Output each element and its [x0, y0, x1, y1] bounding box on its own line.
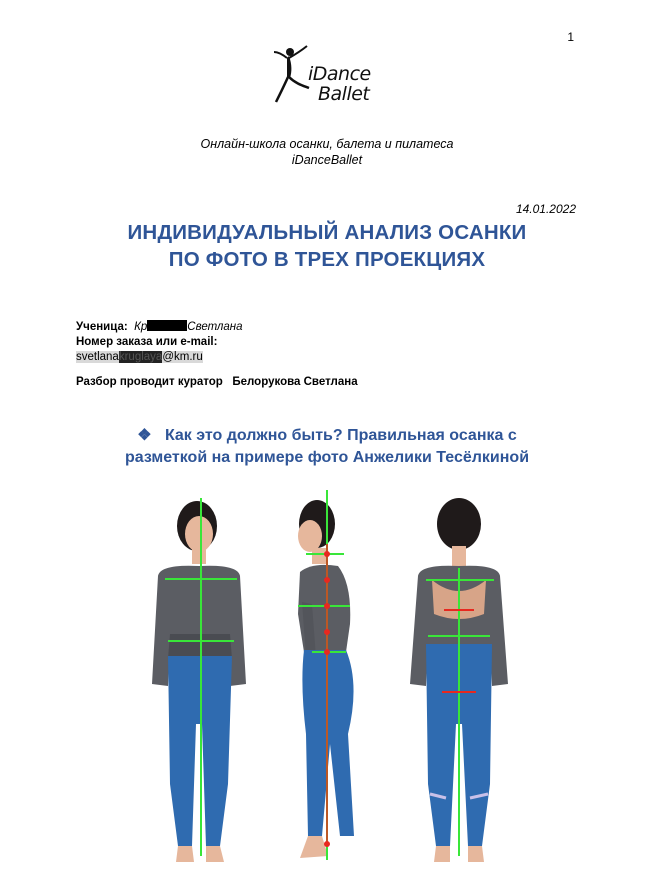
redaction-bar: [147, 320, 187, 331]
student-line: Ученица: Кр Светлана: [76, 321, 243, 333]
side-view-figure: [298, 490, 354, 860]
bullet-icon: ❖: [137, 427, 152, 444]
order-email: svetlanakruglaya@km.ru: [76, 351, 203, 363]
front-view-figure: [152, 498, 246, 862]
dancer-icon: [270, 44, 310, 114]
logo-wordmark: iDance Ballet: [308, 63, 371, 105]
school-subtitle: Онлайн-школа осанки, балета и пилатеса iDanceBallet: [200, 137, 454, 167]
curator-line: Разбор проводит куратор Белорукова Светлана: [76, 376, 358, 388]
student-info: [76, 320, 243, 365]
posture-photos: [0, 484, 654, 882]
order-label: Номер заказа или e-mail:: [76, 336, 218, 348]
report-title: ИНДИВИДУАЛЬНЫЙ АНАЛИЗ ОСАНКИ ПО ФОТО В ТРЕХ ПРОЕКЦИЯХ: [127, 221, 527, 271]
section-heading: ❖ Как это должно быть? Правильная осанка с разметкой на примере фото Анжелики Тесёлкиной: [124, 427, 530, 466]
report-date: 14.01.2022: [515, 202, 576, 216]
back-view-figure: [410, 498, 508, 862]
page-number: 1: [567, 30, 574, 44]
idanceballet-logo: [270, 44, 390, 118]
